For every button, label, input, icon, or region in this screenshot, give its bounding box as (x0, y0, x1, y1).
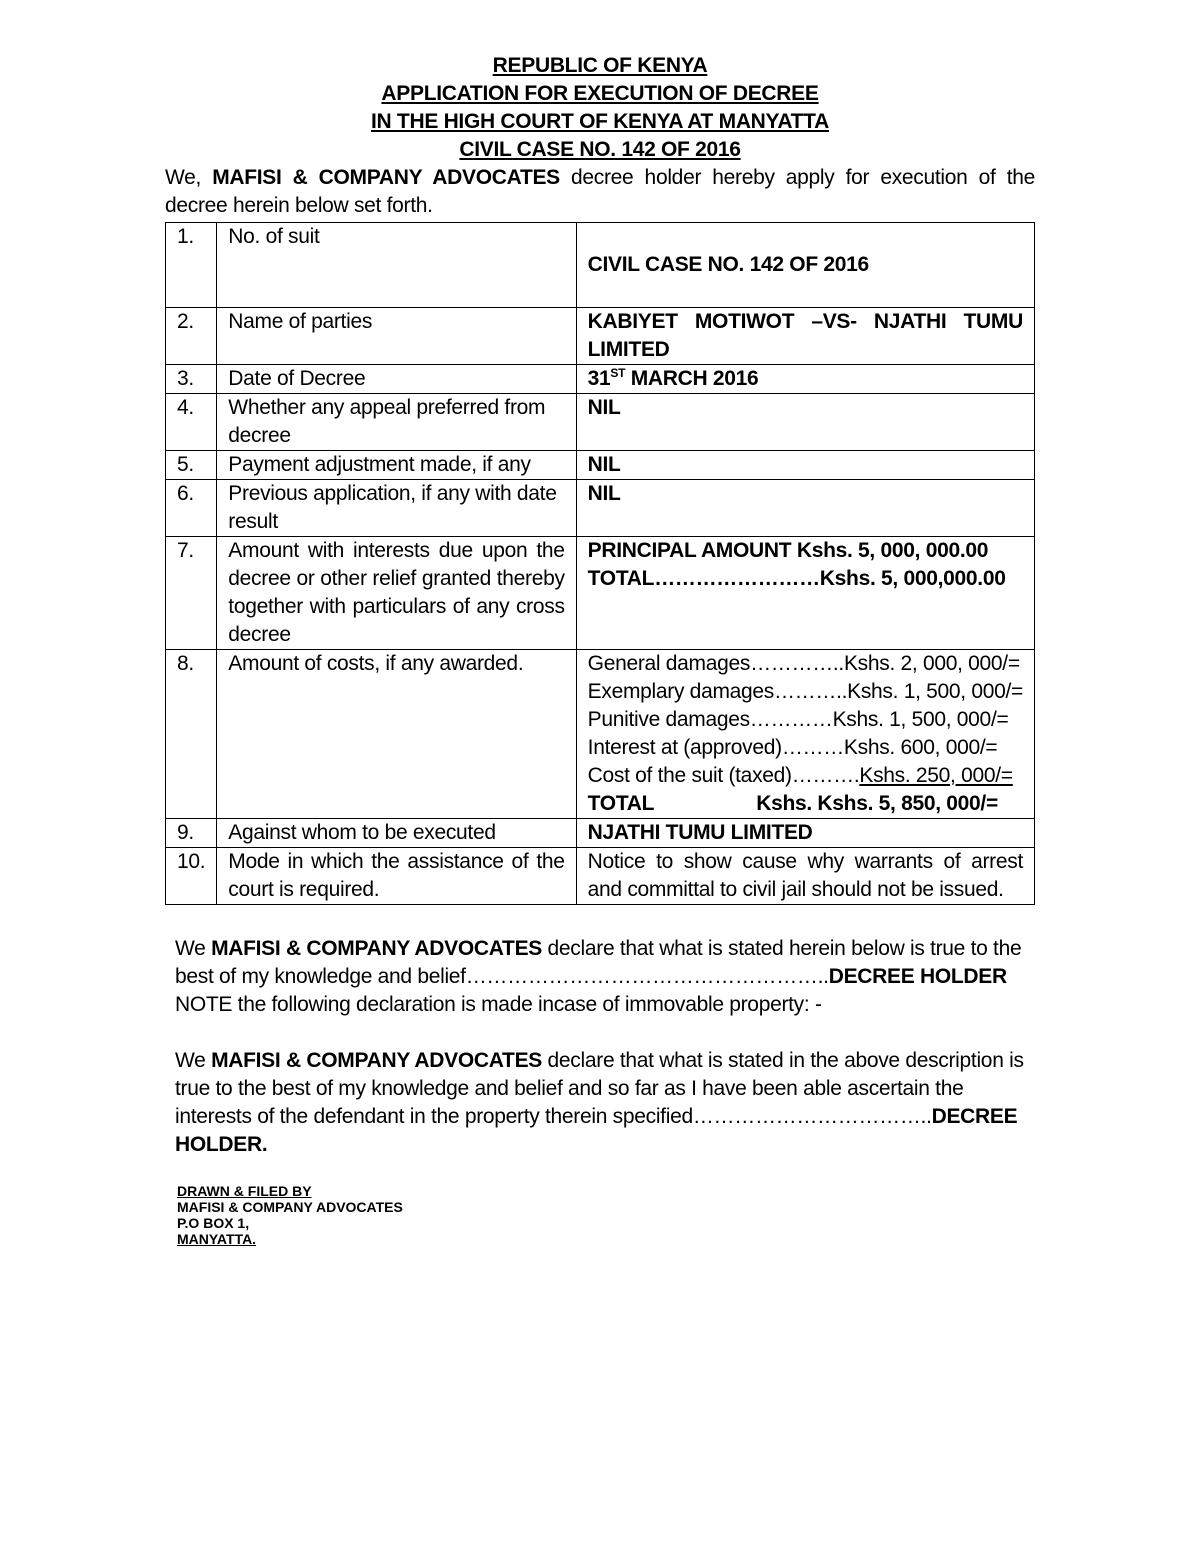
declaration1-firm: MAFISI & COMPANY ADVOCATES (211, 937, 543, 960)
document-heading (165, 52, 1035, 164)
cost-total-amount: Kshs. Kshs. 5, 850, 000/= (756, 792, 998, 815)
row-description: Date of Decree (217, 365, 576, 394)
footer-firm-name: MAFISI & COMPANY ADVOCATES (177, 1199, 403, 1215)
row-number: 5. (166, 451, 217, 480)
declaration2-holder: DECREE HOLDER. (175, 1105, 1018, 1156)
decree-date-day: 31 (587, 367, 611, 390)
row-number: 9. (166, 819, 217, 848)
row-number: 7. (166, 537, 217, 650)
row-description: Amount of costs, if any awarded. (217, 650, 576, 819)
row-description: Whether any appeal preferred from decree (217, 394, 576, 451)
parties-value: KABIYET MOTIWOT –VS- NJATHI TUMU LIMITED (576, 308, 1034, 365)
costs-value (576, 650, 1034, 819)
payment-adjustment-value: NIL (576, 451, 1034, 480)
heading-case-number: CIVIL CASE NO. 142 OF 2016 (459, 138, 741, 161)
row-description: Against whom to be executed (217, 819, 576, 848)
cost-general-damages: General damages…………..Kshs. 2, 000, 000/= (587, 652, 1020, 675)
cost-suit (588, 762, 1023, 790)
drawn-filed-block (165, 1183, 1035, 1247)
particulars-table (165, 222, 1035, 905)
decree-date-value (576, 365, 1034, 394)
declaration2-firm: MAFISI & COMPANY ADVOCATES (211, 1049, 543, 1072)
decree-date-month-year: MARCH 2016 (625, 367, 759, 390)
row-number: 2. (166, 308, 217, 365)
row-description: No. of suit (217, 223, 576, 308)
table-row (166, 451, 1035, 480)
document-page (165, 52, 1035, 1247)
footer-town: MANYATTA. (177, 1231, 257, 1247)
row-number: 8. (166, 650, 217, 819)
row-number: 3. (166, 365, 217, 394)
declaration1-holder: DECREE HOLDER (828, 965, 1007, 988)
table-row (166, 537, 1035, 650)
declaration-knowledge (165, 935, 1035, 991)
intro-firm-name: MAFISI & COMPANY ADVOCATES (212, 166, 560, 189)
appeal-value: NIL (576, 394, 1034, 451)
intro-text: decree holder hereby apply for execution of the decree herein below set forth. (165, 166, 1035, 217)
principal-amount: PRINCIPAL AMOUNT Kshs. 5, 000, 000.00 (587, 539, 989, 562)
declaration1-text: declare that what is stated herein below is true to the best of my knowledge and belief…………………………………………….. (175, 937, 1022, 988)
row-description: Amount with interests due upon the decree or other relief granted thereby together with particulars of any cross decree (217, 537, 576, 650)
row-description: Previous application, if any with date result (217, 480, 576, 537)
declaration-property (165, 1047, 1035, 1159)
intro-we: We, (165, 166, 213, 189)
cost-interest: Interest at (approved)………Kshs. 600, 000/= (587, 736, 998, 759)
cost-total-label: TOTAL (587, 792, 655, 815)
table-row (166, 365, 1035, 394)
row-description: Name of parties (217, 308, 576, 365)
table-row (166, 650, 1035, 819)
cost-punitive-damages: Punitive damages…………Kshs. 1, 500, 000/= (587, 708, 1009, 731)
table-row (166, 394, 1035, 451)
row-number: 1. (166, 223, 217, 308)
declaration2-text: declare that what is stated in the above description is true to the best of my knowledge and belief and so far as I have been able ascertain the interests of the defendant in the property therein specified…………………………….. (175, 1049, 1024, 1128)
row-description: Payment adjustment made, if any (217, 451, 576, 480)
principal-total: TOTAL……………………Kshs. 5, 000,000.00 (587, 567, 1006, 590)
cost-total (588, 790, 1023, 818)
row-description: Mode in which the assistance of the court is required. (217, 848, 576, 905)
intro-paragraph (165, 164, 1035, 220)
table-row (166, 819, 1035, 848)
footer-po-box: P.O BOX 1, (177, 1215, 250, 1231)
mode-of-assistance-value: Notice to show cause why warrants of arrest and committal to civil jail should not be issued. (576, 848, 1034, 905)
amount-value (576, 537, 1034, 650)
table-row (166, 848, 1035, 905)
table-row (166, 223, 1035, 308)
declaration2-we: We (175, 1049, 212, 1072)
suit-number-value: CIVIL CASE NO. 142 OF 2016 (587, 253, 869, 276)
note-label: NOTE (175, 993, 233, 1016)
row-number: 6. (166, 480, 217, 537)
heading-court: IN THE HIGH COURT OF KENYA AT MANYATTA (371, 110, 829, 133)
table-row (166, 308, 1035, 365)
table-row (166, 480, 1035, 537)
heading-republic: REPUBLIC OF KENYA (492, 54, 708, 77)
row-value (576, 223, 1034, 308)
declaration1-we: We (175, 937, 212, 960)
note-text: the following declaration is made incase of immovable property: - (232, 993, 822, 1016)
row-number: 10. (166, 848, 217, 905)
cost-suit-amount: Kshs. 250, 000/= (859, 764, 1013, 787)
cost-suit-label: Cost of the suit (taxed)………. (587, 764, 860, 787)
note-line (165, 991, 1035, 1019)
heading-application-title: APPLICATION FOR EXECUTION OF DECREE (381, 82, 819, 105)
executed-against-value: NJATHI TUMU LIMITED (576, 819, 1034, 848)
previous-application-value: NIL (576, 480, 1034, 537)
cost-exemplary-damages: Exemplary damages………..Kshs. 1, 500, 000/= (587, 680, 1023, 703)
drawn-filed-by: DRAWN & FILED BY (177, 1183, 312, 1199)
decree-date-suffix: ST (610, 366, 626, 380)
row-number: 4. (166, 394, 217, 451)
